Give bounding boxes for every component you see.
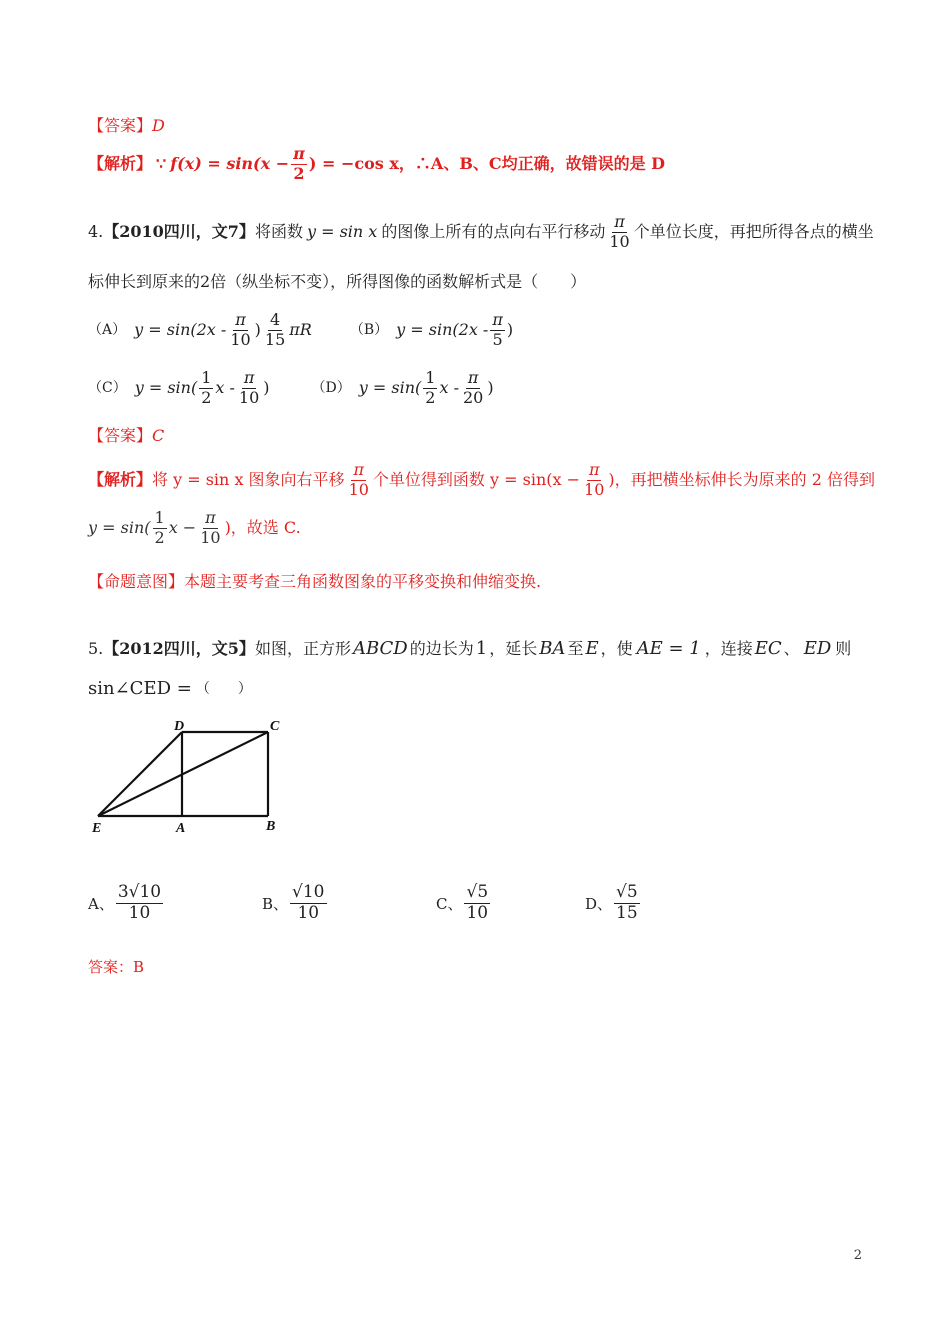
- q4-analysis2-pre: y = sin(: [88, 518, 151, 538]
- because-symbol: ∵: [156, 154, 167, 174]
- q5-stem-line1: [88, 640, 851, 658]
- q5-stem-abcd: ABCD: [352, 638, 408, 659]
- answer-value: D: [152, 116, 165, 135]
- label-E: E: [92, 821, 102, 836]
- q4-analysis2-mid: x −: [168, 518, 197, 538]
- q4-intent: [88, 574, 541, 590]
- q4-stem-func: y = sin x: [306, 222, 378, 242]
- q4-optD-expr: y = sin(: [358, 378, 422, 398]
- q4-optB-label: （B）: [349, 322, 389, 339]
- q4-options-row2: [88, 370, 494, 407]
- q5-stem-h: 、: [783, 639, 800, 658]
- q4-fraction-pi-10: $\frac{\pi}{10}$: [609, 212, 630, 251]
- q5-stem-g: ，连接: [704, 639, 753, 658]
- q5-answer: 答案：B: [88, 958, 145, 976]
- q5-answer-paren: （ ）: [195, 681, 252, 697]
- q4-stem-line1: [88, 214, 874, 251]
- q4-optC-frac-half: $\frac{1}{2}$: [201, 368, 212, 407]
- q5-number: 5.: [88, 639, 104, 658]
- q4-optD-frac-half: $\frac{1}{2}$: [425, 368, 436, 407]
- prev-analysis: [88, 146, 665, 183]
- q4-options-row1: [88, 312, 513, 349]
- q5-optB-frac: $\frac{√10}{10}$: [292, 882, 325, 923]
- q5-stem-one: 1: [475, 638, 488, 659]
- q4-analysis-label: 【解析】: [88, 470, 153, 490]
- q4-answer-value: C: [152, 426, 165, 445]
- label-B: B: [266, 819, 276, 834]
- q4-optC-mid: x -: [215, 378, 235, 398]
- q4-optD-mid: x -: [439, 378, 459, 398]
- q4-optC-close: ): [263, 378, 270, 398]
- q5-optD-frac: $\frac{√5}{15}$: [616, 882, 638, 923]
- q4-answer: [88, 428, 164, 444]
- q4-optA-label: （A）: [88, 322, 127, 339]
- q4-analysis-frac2: $\frac{\pi}{10}$: [584, 460, 605, 499]
- q4-analysis2-tail: )，故选 C.: [224, 518, 301, 538]
- q4-optC-frac: $\frac{\pi}{10}$: [238, 368, 260, 407]
- analysis-fx: f(x) = sin(x −: [170, 154, 290, 174]
- segment-ED: [98, 732, 182, 816]
- q5-optB-label: B、: [262, 894, 289, 913]
- label-A: A: [176, 821, 186, 836]
- q4-number: 4.: [88, 222, 104, 242]
- q4-optD-close: ): [487, 378, 494, 398]
- q5-sin-ced: sin∠CED =: [88, 678, 192, 699]
- q4-optA-frac2: $\frac{4}{15}$: [264, 310, 286, 349]
- q4-optA-close: ): [254, 320, 261, 340]
- q4-stem-b: 的图像上所有的点向右平行移动: [381, 222, 606, 242]
- q5-stem-e: E: [585, 638, 599, 659]
- q4-analysis-a: 将 y = sin x 图象向右平移: [152, 470, 345, 490]
- q4-optB-frac: $\frac{\pi}{5}$: [492, 310, 503, 349]
- q4-optC-expr: y = sin(: [134, 378, 198, 398]
- q4-optD-label: （D）: [311, 380, 351, 397]
- q4-optA-frac: $\frac{\pi}{10}$: [230, 310, 251, 349]
- q5-optC-frac: $\frac{√5}{10}$: [466, 882, 489, 923]
- q5-optD-label: D、: [585, 894, 613, 913]
- q5-stem-d: 至: [567, 639, 584, 658]
- q5-stem-ec: EC: [754, 638, 782, 659]
- q4-optB-expr: y = sin(2x -: [396, 320, 489, 340]
- q4-optA-tail: πR: [289, 320, 312, 340]
- q4-optB-close: ): [506, 320, 514, 340]
- q4-stem-c: 个单位长度，再把所得各点的横坐: [633, 222, 874, 242]
- prev-answer: [88, 118, 165, 134]
- q5-stem-ba: BA: [539, 638, 566, 659]
- page-number: 2: [853, 1248, 862, 1263]
- analysis-rest: ) = −cos x，∴A、B、C均正确，故错误的是 D: [308, 154, 666, 174]
- answer-label: 【答案】: [88, 116, 153, 135]
- fraction-pi-over-2: $\frac{\pi}{2}$: [293, 144, 305, 183]
- q4-analysis-line2: [88, 510, 301, 547]
- square-diagram: [88, 716, 308, 836]
- q5-optA-frac: $\frac{3√10}{10}$: [117, 882, 162, 923]
- label-C: C: [270, 719, 280, 734]
- q4-analysis-b: 个单位得到函数 y = sin(x −: [372, 470, 581, 490]
- q4-intent-label: 【命题意图】: [88, 572, 185, 591]
- analysis-label: 【解析】: [88, 154, 153, 174]
- q4-optA-expr: y = sin(2x -: [134, 320, 227, 340]
- q4-analysis2-frac: $\frac{\pi}{10}$: [200, 508, 221, 547]
- q5-option-d: [585, 884, 642, 923]
- q5-stem-f: ，使: [600, 639, 633, 658]
- q5-option-a: [88, 884, 165, 923]
- q5-stem-c: ，延长: [489, 639, 538, 658]
- q5-stem-i: 则: [835, 639, 852, 658]
- q4-optC-label: （C）: [88, 380, 127, 397]
- q5-stem-ed: ED: [803, 638, 832, 659]
- q4-analysis-c: )，再把横坐标伸长为原来的 2 倍得到: [608, 470, 875, 490]
- q4-analysis2-frac-half: $\frac{1}{2}$: [154, 508, 165, 547]
- q4-analysis-line1: [88, 462, 875, 499]
- q4-stem-a: 将函数: [254, 222, 303, 242]
- q4-intent-text: 本题主要考查三角函数图象的平移变换和伸缩变换.: [184, 572, 542, 591]
- q5-stem-b: 的边长为: [409, 639, 474, 658]
- q5-optA-label: A、: [88, 894, 114, 913]
- q5-option-b: [262, 884, 329, 923]
- q4-analysis-frac: $\frac{\pi}{10}$: [348, 460, 369, 499]
- q4-source: 【2010四川，文7】: [103, 222, 255, 242]
- q5-stem-line2: [88, 680, 252, 698]
- q5-source: 【2012四川，文5】: [103, 639, 255, 658]
- q5-stem-a: 如图，正方形: [254, 639, 351, 658]
- q5-optC-label: C、: [436, 894, 463, 913]
- q5-option-c: [436, 884, 492, 923]
- q4-optD-frac: $\frac{\pi}{20}$: [462, 368, 484, 407]
- q4-stem-line2: 标伸长到原来的2倍（纵坐标不变），所得图像的函数解析式是（ ）: [88, 272, 587, 291]
- q4-answer-label: 【答案】: [88, 426, 153, 445]
- q5-stem-ae: AE = 1: [636, 638, 701, 659]
- label-D: D: [174, 719, 185, 734]
